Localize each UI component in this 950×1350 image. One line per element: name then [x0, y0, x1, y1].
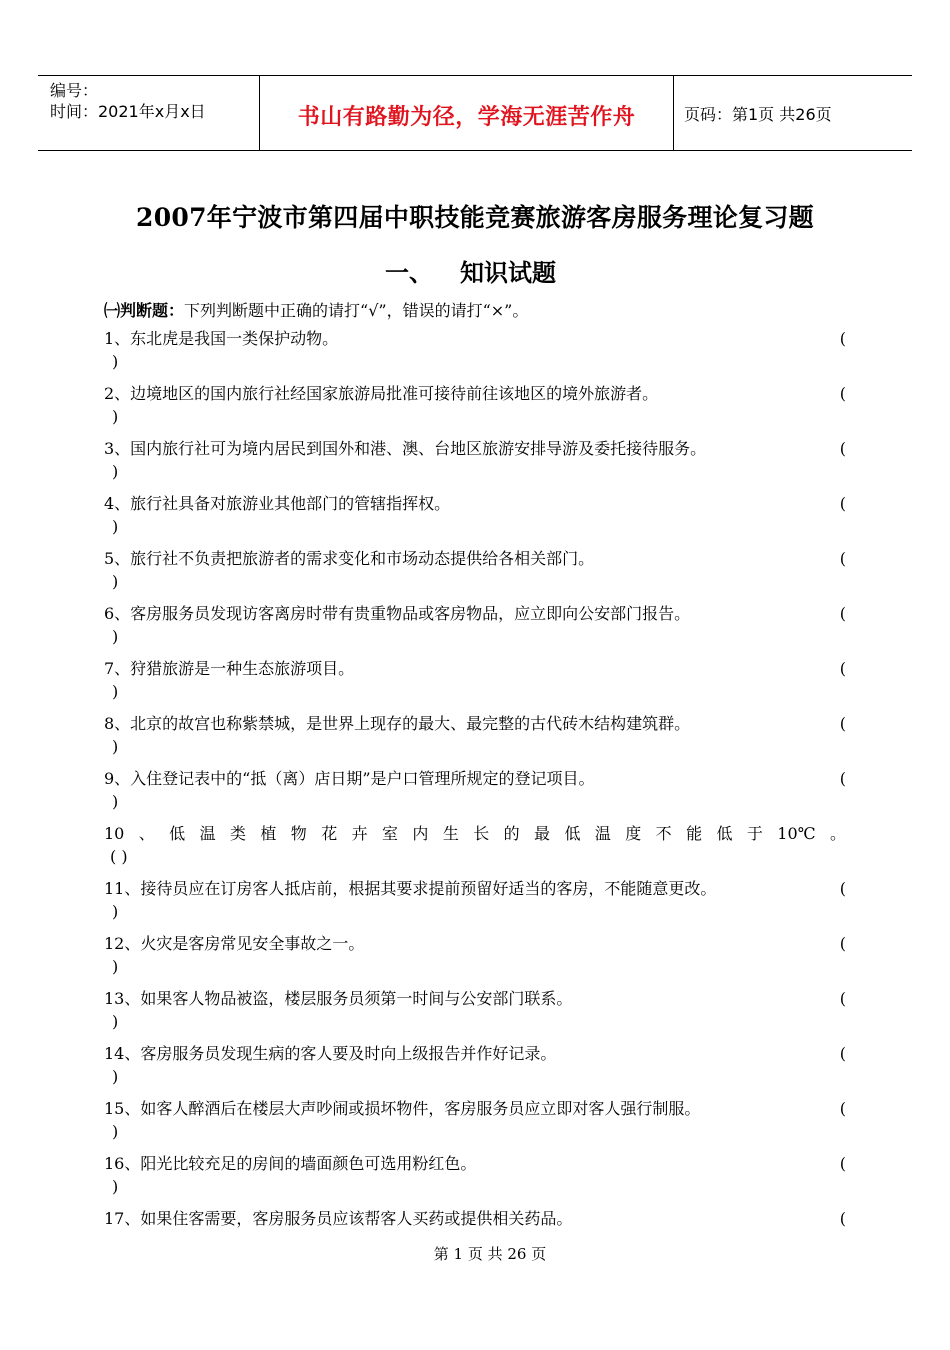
answer-paren-close: ) — [112, 1177, 119, 1196]
question-char: 度 — [625, 824, 642, 843]
question-text: 1、东北虎是我国一类保护动物。 — [104, 329, 339, 348]
section-heading — [385, 253, 556, 288]
answer-paren-open: ( — [839, 769, 846, 788]
answer-paren-close: ) — [112, 957, 119, 976]
answer-paren-close: ) — [112, 1067, 119, 1086]
answer-paren-close: ) — [112, 517, 119, 536]
question-line — [104, 380, 846, 407]
question-line — [104, 1205, 846, 1232]
answer-paren-close: ) — [112, 902, 119, 921]
answer-paren-close: ) — [112, 682, 119, 701]
question-text: 14、客房服务员发现生病的客人要及时向上级报告并作好记录。 — [104, 1044, 557, 1063]
question-text: 12、火灾是客房常见安全事故之一。 — [104, 934, 365, 953]
answer-paren-open: ( — [839, 494, 846, 513]
question-line — [104, 490, 846, 517]
answer-paren-open: ( — [839, 659, 846, 678]
question-char: 。 — [829, 824, 846, 843]
question-item — [104, 1205, 846, 1232]
question-text: 7、狩猎旅游是一种生态旅游项目。 — [104, 659, 355, 678]
question-line — [104, 765, 846, 792]
question-line — [104, 820, 846, 847]
question-text: 6、客房服务员发现访客离房时带有贵重物品或客房物品，应立即向公安部门报告。 — [104, 604, 691, 623]
answer-paren-close: ) — [112, 737, 119, 756]
question-char: 室 — [382, 824, 399, 843]
question-char: 于 — [746, 824, 763, 843]
question-text: 17、如果住客需要，客房服务员应该帮客人买药或提供相关药品。 — [104, 1209, 573, 1228]
answer-paren-open: ( — [839, 384, 846, 403]
question-line — [104, 600, 846, 627]
question-item — [104, 1095, 846, 1148]
question-line — [104, 875, 846, 902]
question-line — [104, 655, 846, 682]
answer-paren-open: ( — [839, 549, 846, 568]
section-title: 知识试题 — [460, 259, 556, 287]
instruction — [104, 298, 528, 321]
question-line — [104, 710, 846, 737]
page-footer: 第 1 页 共 26 页 — [433, 1245, 547, 1263]
question-char: 不 — [655, 824, 672, 843]
question-char: 类 — [229, 824, 246, 843]
question-char: 低 — [716, 824, 733, 843]
question-item — [104, 545, 846, 598]
header-page — [674, 76, 912, 150]
question-text: 8、北京的故宫也称紫禁城，是世界上现存的最大、最完整的古代砖木结构建筑群。 — [104, 714, 691, 733]
document-title: 2007年宁波市第四届中职技能竞赛旅游客房服务理论复习题 — [136, 203, 814, 232]
answer-paren-open: ( — [839, 1209, 846, 1228]
question-char: 内 — [412, 824, 429, 843]
answer-paren-close: ) — [112, 1122, 119, 1141]
question-char: 生 — [442, 824, 459, 843]
answer-paren-open: ( — [839, 1099, 846, 1118]
question-text: 2、边境地区的国内旅行社经国家旅游局批准可接待前往该地区的境外旅游者。 — [104, 384, 659, 403]
question-char: 的 — [503, 824, 520, 843]
answer-paren-close: ) — [112, 1012, 119, 1031]
question-char: 、 — [138, 824, 155, 843]
question-line — [104, 545, 846, 572]
answer-paren-close: ( ) — [110, 847, 128, 866]
answer-paren-open: ( — [839, 604, 846, 623]
question-char: 10 — [104, 824, 125, 843]
question-char: 能 — [686, 824, 703, 843]
question-item — [104, 435, 846, 488]
question-line — [104, 1095, 846, 1122]
answer-paren-open: ( — [839, 989, 846, 1008]
header-motto — [260, 76, 674, 150]
question-item — [104, 325, 846, 378]
question-item — [104, 710, 846, 763]
question-text: 15、如客人醉酒后在楼层大声吵闹或损坏物件，客房服务员应立即对客人强行制服。 — [104, 1099, 701, 1118]
question-line — [104, 325, 846, 352]
question-text: 9、入住登记表中的“抵（离）店日期”是户口管理所规定的登记项目。 — [104, 769, 595, 788]
answer-paren-open: ( — [839, 879, 846, 898]
question-char: 低 — [169, 824, 186, 843]
question-item — [104, 600, 846, 653]
question-char: 温 — [594, 824, 611, 843]
question-item — [104, 655, 846, 708]
question-line — [104, 930, 846, 957]
document-header — [38, 75, 912, 151]
question-char: 卉 — [351, 824, 368, 843]
answer-paren-open: ( — [839, 1044, 846, 1063]
question-text: 11、接待员应在订房客人抵店前，根据其要求提前预留好适当的客房，不能随意更改。 — [104, 879, 717, 898]
section-number: 一、 — [385, 259, 433, 287]
answer-paren-close: ) — [112, 627, 119, 646]
question-item — [104, 875, 846, 928]
question-item — [104, 930, 846, 983]
question-item — [104, 820, 846, 873]
question-char: 长 — [473, 824, 490, 843]
question-item — [104, 765, 846, 818]
question-item — [104, 490, 846, 543]
instruction-text: 下列判断题中正确的请打“√”，错误的请打“×”。 — [184, 301, 529, 320]
answer-paren-close: ) — [112, 572, 119, 591]
question-line — [104, 985, 846, 1012]
answer-paren-close: ) — [112, 792, 119, 811]
answer-paren-close: ) — [112, 407, 119, 426]
question-item — [104, 1150, 846, 1203]
answer-paren-open: ( — [839, 329, 846, 348]
answer-paren-open: ( — [839, 934, 846, 953]
question-text: 5、旅行社不负责把旅游者的需求变化和市场动态提供给各相关部门。 — [104, 549, 595, 568]
answer-paren-close: ) — [112, 462, 119, 481]
instruction-lead: ㈠判断题： — [104, 301, 185, 320]
question-char: 最 — [534, 824, 551, 843]
question-text: 3、国内旅行社可为境内居民到国外和港、澳、台地区旅游安排导游及委托接待服务。 — [104, 439, 707, 458]
question-line — [104, 1040, 846, 1067]
question-line — [104, 1150, 846, 1177]
motto-text: 书山有路勤为径，学海无涯苦作舟 — [297, 103, 636, 130]
answer-paren-close: ) — [112, 352, 119, 371]
answer-paren-open: ( — [839, 439, 846, 458]
question-char: 植 — [260, 824, 277, 843]
question-char: 温 — [199, 824, 216, 843]
page-label: 页码：第1页 共26页 — [684, 104, 832, 124]
question-item — [104, 1040, 846, 1093]
answer-paren-open: ( — [839, 1154, 846, 1173]
question-text: 4、旅行社具备对旅游业其他部门的管辖指挥权。 — [104, 494, 451, 513]
header-meta — [38, 76, 260, 150]
question-char: 10℃ — [777, 824, 816, 843]
question-text: 13、如果客人物品被盗，楼层服务员须第一时间与公安部门联系。 — [104, 989, 573, 1008]
answer-paren-open: ( — [839, 714, 846, 733]
number-label: 编号： — [50, 81, 99, 100]
question-char: 低 — [564, 824, 581, 843]
question-char: 物 — [290, 824, 307, 843]
time-label: 时间：2021年x月x日 — [50, 102, 206, 121]
question-item — [104, 380, 846, 433]
question-char: 花 — [321, 824, 338, 843]
question-line — [104, 435, 846, 462]
question-item — [104, 985, 846, 1038]
question-text: 16、阳光比较充足的房间的墙面颜色可选用粉红色。 — [104, 1154, 477, 1173]
